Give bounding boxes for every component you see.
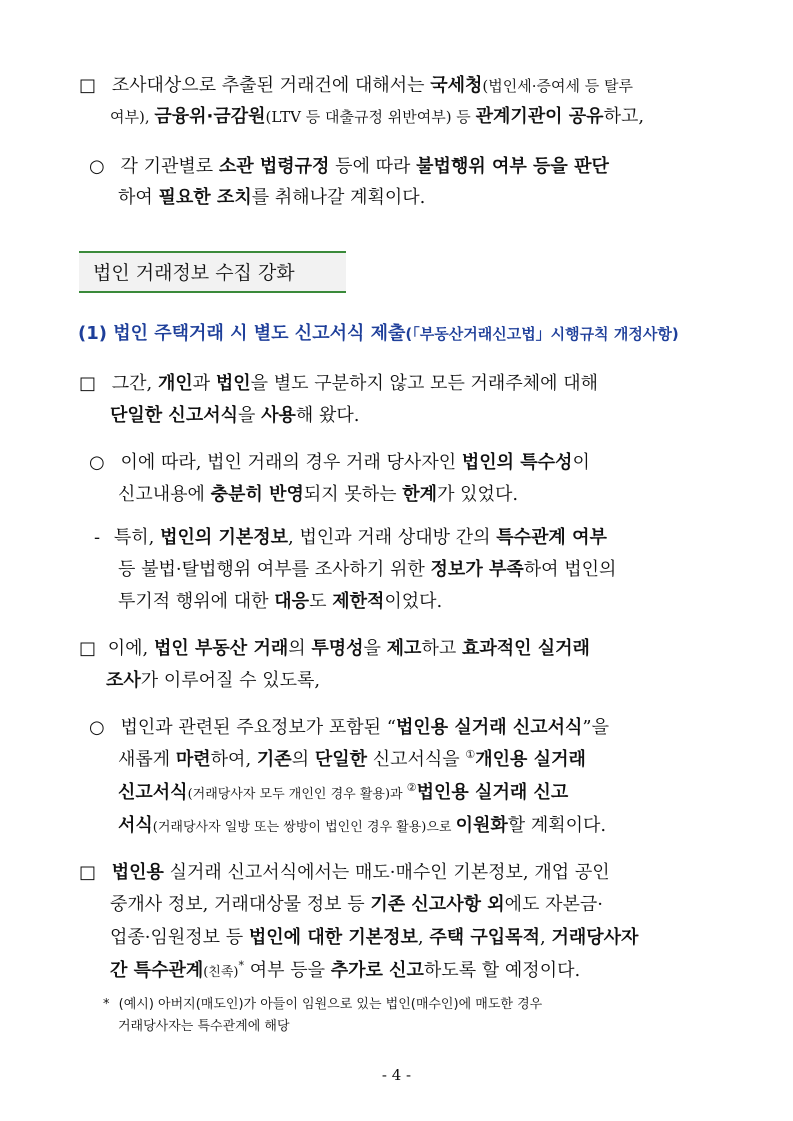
block7-line3: 신고서식(거래당사자 모두 개인인 경우 활용)과 ②법인용 실거래 신고 (118, 781, 569, 803)
subheading (78, 321, 679, 347)
block8-line2: 중개사 정보, 거래대상물 정보 등 기존 신고사항 외에도 자본금· (110, 894, 604, 915)
block7-line2: 새롭게 마련하여, 기존의 단일한 신고서식을 ①개인용 실거래 (118, 748, 586, 770)
circle-bullet: ○ (89, 717, 105, 738)
block6-line1: □ 이에, 법인 부동산 거래의 투명성을 제고하고 효과적인 실거래 (79, 638, 590, 659)
block5-line1: - 특히, 법인의 기본정보, 법인과 거래 상대방 간의 특수관계 여부 (94, 527, 607, 548)
block8-line3: 업종·임원정보 등 법인에 대한 기본정보, 주택 구입목적, 거래당사자 (110, 927, 639, 948)
block2-line1: ○ 각 기관별로 소관 법령규정 등에 따라 불법행위 여부 등을 판단 (89, 156, 609, 177)
square-bullet: □ (79, 862, 97, 883)
block8-line1: □ 법인용 실거래 신고서식에서는 매도·매수인 기본정보, 개업 공인 (79, 862, 610, 883)
subheading-law: (「부동산거래신고법」시행규칙 개정사항) (405, 325, 679, 343)
subheading-main: (1) 법인 주택거래 시 별도 신고서식 제출 (78, 323, 406, 344)
block1-line2: 여부), 금융위·금감원(LTV 등 대출규정 위반여부) 등 관계기관이 공유하고, (110, 106, 645, 127)
block5-line2: 등 불법·탈법행위 여부를 조사하기 위한 정보가 부족하여 법인의 (118, 559, 617, 580)
footnote-line1: * (예시) 아버지(매도인)가 아들이 임원으로 있는 법인(매수인)에 매도한 경우 (103, 997, 543, 1012)
block6-line2: 조사가 이루어질 수 있도록, (106, 670, 321, 691)
footnote-line2: 거래당사자는 특수관계에 해당 (118, 1019, 290, 1034)
block7-line4: 서식(거래당사자 일방 또는 쌍방이 법인인 경우 활용)으로 이원화할 계획이다. (118, 815, 607, 836)
block2-line2: 하여 필요한 조치를 취해나갈 계획이다. (118, 187, 426, 208)
block3-line1: □ 그간, 개인과 법인을 별도 구분하지 않고 모든 거래주체에 대해 (79, 373, 598, 394)
block7-line1: ○ 법인과 관련된 주요정보가 포함된 “법인용 실거래 신고서식”을 (89, 717, 609, 738)
section-header-box (79, 251, 346, 293)
square-bullet: □ (79, 373, 97, 394)
circle-bullet: ○ (89, 156, 105, 177)
block3-line2: 단일한 신고서식을 사용해 왔다. (110, 405, 360, 426)
square-bullet: □ (79, 638, 97, 659)
square-bullet: □ (79, 75, 97, 96)
block4-line1: ○ 이에 따라, 법인 거래의 경우 거래 당사자인 법인의 특수성이 (89, 452, 590, 473)
dash-bullet: - (94, 527, 101, 548)
block5-line3: 투기적 행위에 대한 대응도 제한적이었다. (118, 591, 443, 612)
asterisk-marker: * (103, 997, 110, 1012)
circle-bullet: ○ (89, 452, 105, 473)
section-title: 법인 거래정보 수집 강화 (93, 262, 295, 284)
block8-line4: 간 특수관계(친족)* 여부 등을 추가로 신고하도록 할 예정이다. (110, 959, 581, 981)
block1-line1: □ 조사대상으로 추출된 거래건에 대해서는 국세청(법인세·증여세 등 탈루 (79, 75, 633, 96)
block4-line2: 신고내용에 충분히 반영되지 못하는 한계가 있었다. (118, 484, 519, 505)
page-number: - 4 - (381, 1066, 412, 1084)
